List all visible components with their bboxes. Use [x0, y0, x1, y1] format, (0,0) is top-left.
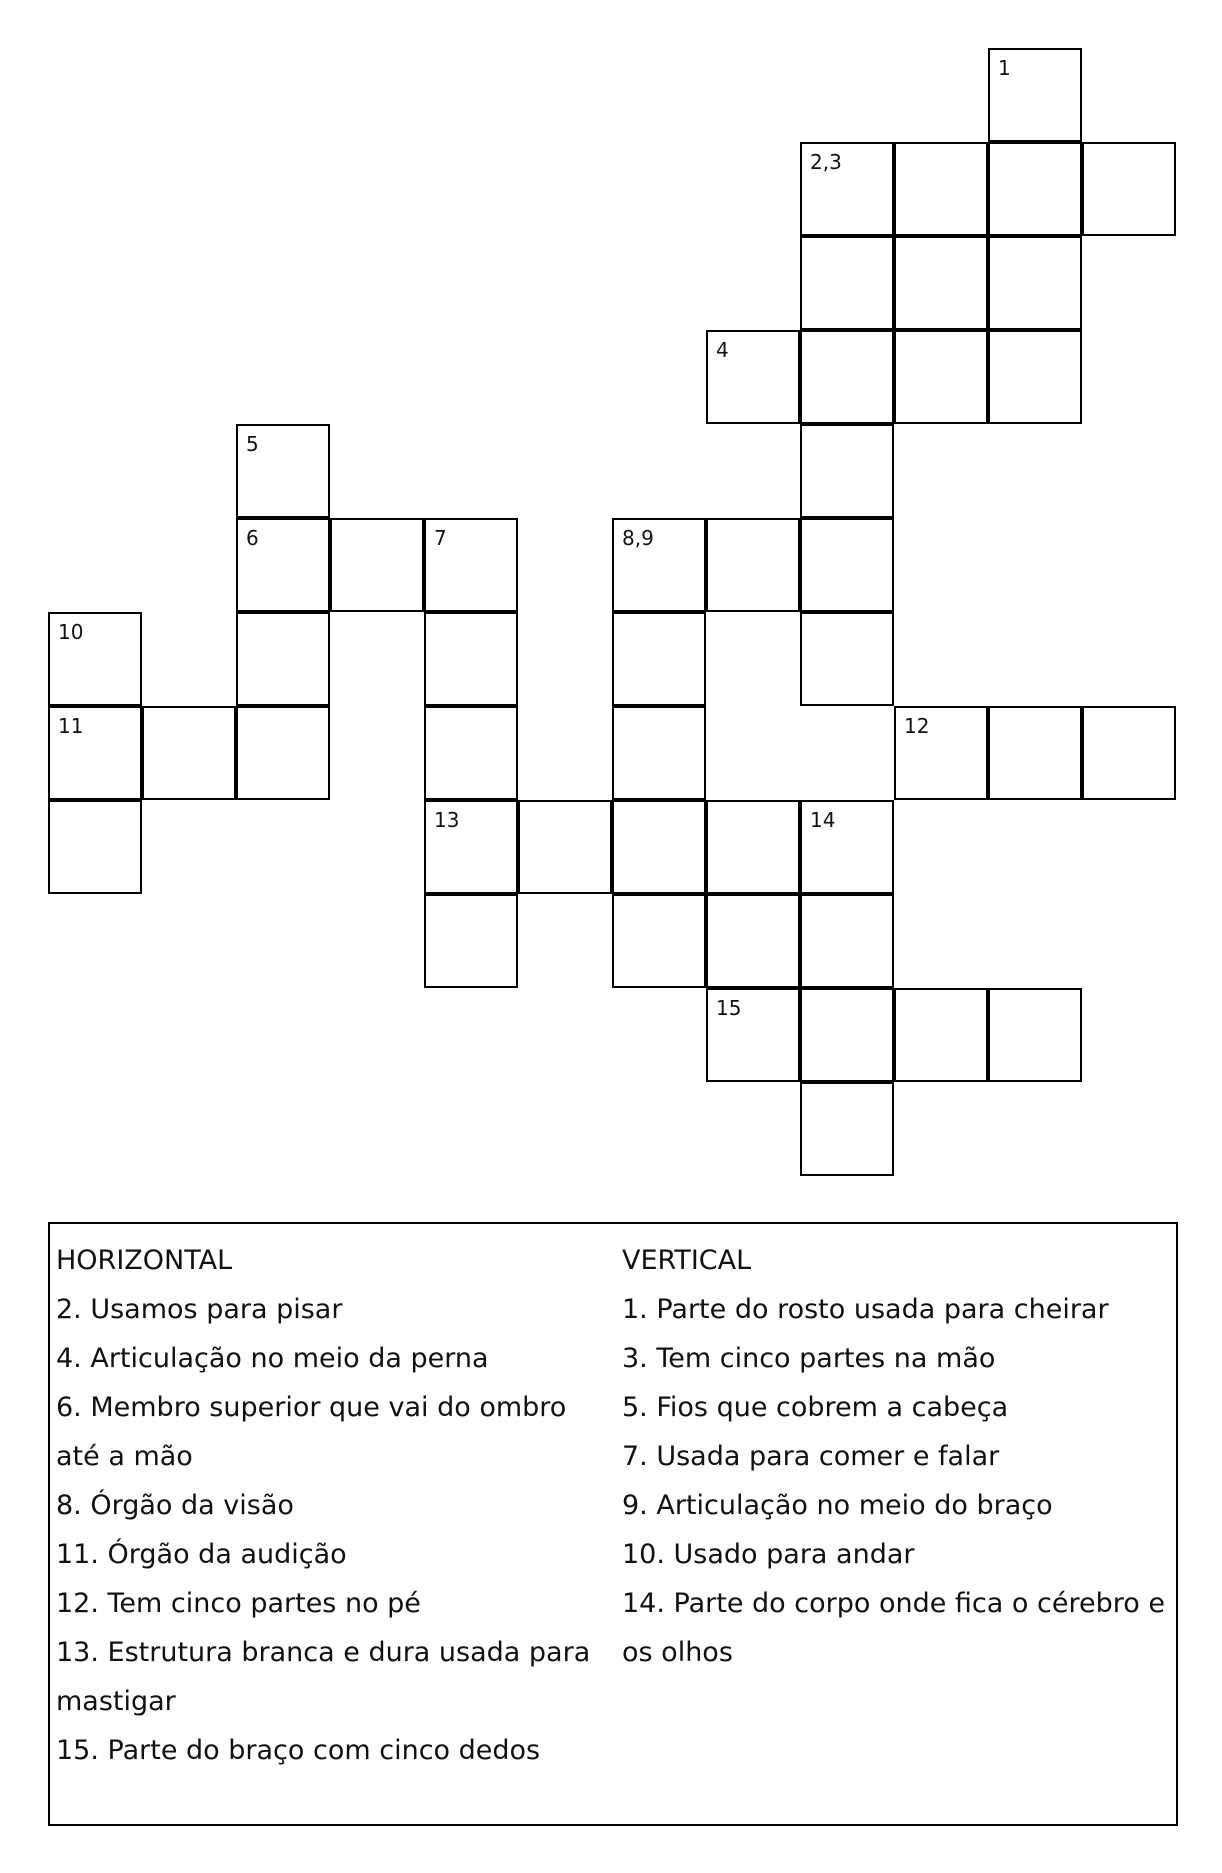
crossword-cell[interactable] [612, 706, 706, 800]
crossword-cell[interactable] [612, 612, 706, 706]
crossword-cell[interactable] [894, 236, 988, 330]
crossword-cell[interactable] [988, 48, 1082, 142]
crossword-cell[interactable] [612, 894, 706, 988]
cell-number: 8,9 [622, 526, 654, 550]
cell-number: 12 [904, 714, 930, 738]
crossword-cell[interactable] [48, 612, 142, 706]
clue-line: 5. Fios que cobrem a cabeça [622, 1392, 1009, 1423]
crossword-cell[interactable] [236, 706, 330, 800]
crossword-cell[interactable] [424, 612, 518, 706]
crossword-cell[interactable] [48, 800, 142, 894]
cell-number: 2,3 [810, 150, 842, 174]
cell-number: 5 [246, 432, 259, 456]
crossword-cell[interactable] [706, 330, 800, 424]
crossword-cell[interactable] [988, 236, 1082, 330]
clue-line: mastigar [56, 1686, 176, 1717]
clue-line: 14. Parte do corpo onde fica o cérebro e [622, 1588, 1165, 1619]
crossword-cell[interactable] [800, 236, 894, 330]
clues-box [48, 1222, 1178, 1826]
crossword-cell[interactable] [48, 706, 142, 800]
clue-line: 6. Membro superior que vai do ombro [56, 1392, 567, 1423]
crossword-cell[interactable] [424, 518, 518, 612]
clue-line: 12. Tem cinco partes no pé [56, 1588, 421, 1619]
clue-line: 2. Usamos para pisar [56, 1294, 343, 1325]
clue-line: 7. Usada para comer e falar [622, 1441, 1000, 1472]
clue-line: 9. Articulação no meio do braço [622, 1490, 1053, 1521]
crossword-cell[interactable] [424, 800, 518, 894]
crossword-cell[interactable] [800, 988, 894, 1082]
vertical-heading: VERTICAL [622, 1245, 752, 1276]
crossword-cell[interactable] [1082, 142, 1176, 236]
crossword-cell[interactable] [800, 894, 894, 988]
vertical-clues [622, 1236, 1172, 1677]
clue-line: 13. Estrutura branca e dura usada para [56, 1637, 591, 1668]
crossword-cell[interactable] [612, 800, 706, 894]
cell-number: 14 [810, 808, 836, 832]
crossword-cell[interactable] [706, 800, 800, 894]
cell-number: 11 [58, 714, 84, 738]
crossword-cell[interactable] [800, 330, 894, 424]
crossword-cell[interactable] [236, 424, 330, 518]
crossword-cell[interactable] [236, 518, 330, 612]
crossword-cell[interactable] [894, 988, 988, 1082]
cell-number: 6 [246, 526, 259, 550]
crossword-cell[interactable] [706, 518, 800, 612]
crossword-cell[interactable] [800, 424, 894, 518]
crossword-cell[interactable] [988, 706, 1082, 800]
crossword-cell[interactable] [894, 706, 988, 800]
horizontal-clues [56, 1236, 616, 1775]
crossword-cell[interactable] [800, 612, 894, 706]
crossword-cell[interactable] [612, 518, 706, 612]
cell-number: 10 [58, 620, 84, 644]
clue-line: 15. Parte do braço com cinco dedos [56, 1735, 541, 1766]
crossword-cell[interactable] [330, 518, 424, 612]
clue-line: até a mão [56, 1441, 193, 1472]
crossword-cell[interactable] [424, 706, 518, 800]
crossword-cell[interactable] [1082, 706, 1176, 800]
clue-line: os olhos [622, 1637, 733, 1668]
crossword-cell[interactable] [518, 800, 612, 894]
crossword-cell[interactable] [236, 612, 330, 706]
clue-line: 11. Órgão da audição [56, 1539, 347, 1570]
cell-number: 4 [716, 338, 729, 362]
clue-line: 10. Usado para andar [622, 1539, 915, 1570]
cell-number: 7 [434, 526, 447, 550]
horizontal-heading: HORIZONTAL [56, 1245, 233, 1276]
crossword-cell[interactable] [800, 800, 894, 894]
crossword-cell[interactable] [988, 988, 1082, 1082]
crossword-cell[interactable] [988, 330, 1082, 424]
cell-number: 1 [998, 56, 1011, 80]
crossword-cell[interactable] [800, 142, 894, 236]
clue-line: 8. Órgão da visão [56, 1490, 294, 1521]
crossword-cell[interactable] [800, 518, 894, 612]
clue-line: 3. Tem cinco partes na mão [622, 1343, 996, 1374]
crossword-cell[interactable] [894, 142, 988, 236]
crossword-cell[interactable] [894, 330, 988, 424]
crossword-cell[interactable] [988, 142, 1082, 236]
crossword-cell[interactable] [706, 988, 800, 1082]
crossword-cell[interactable] [800, 1082, 894, 1176]
clue-line: 4. Articulação no meio da perna [56, 1343, 489, 1374]
crossword-cell[interactable] [424, 894, 518, 988]
cell-number: 15 [716, 996, 742, 1020]
cell-number: 13 [434, 808, 460, 832]
clue-line: 1. Parte do rosto usada para cheirar [622, 1294, 1109, 1325]
crossword-cell[interactable] [706, 894, 800, 988]
crossword-cell[interactable] [142, 706, 236, 800]
